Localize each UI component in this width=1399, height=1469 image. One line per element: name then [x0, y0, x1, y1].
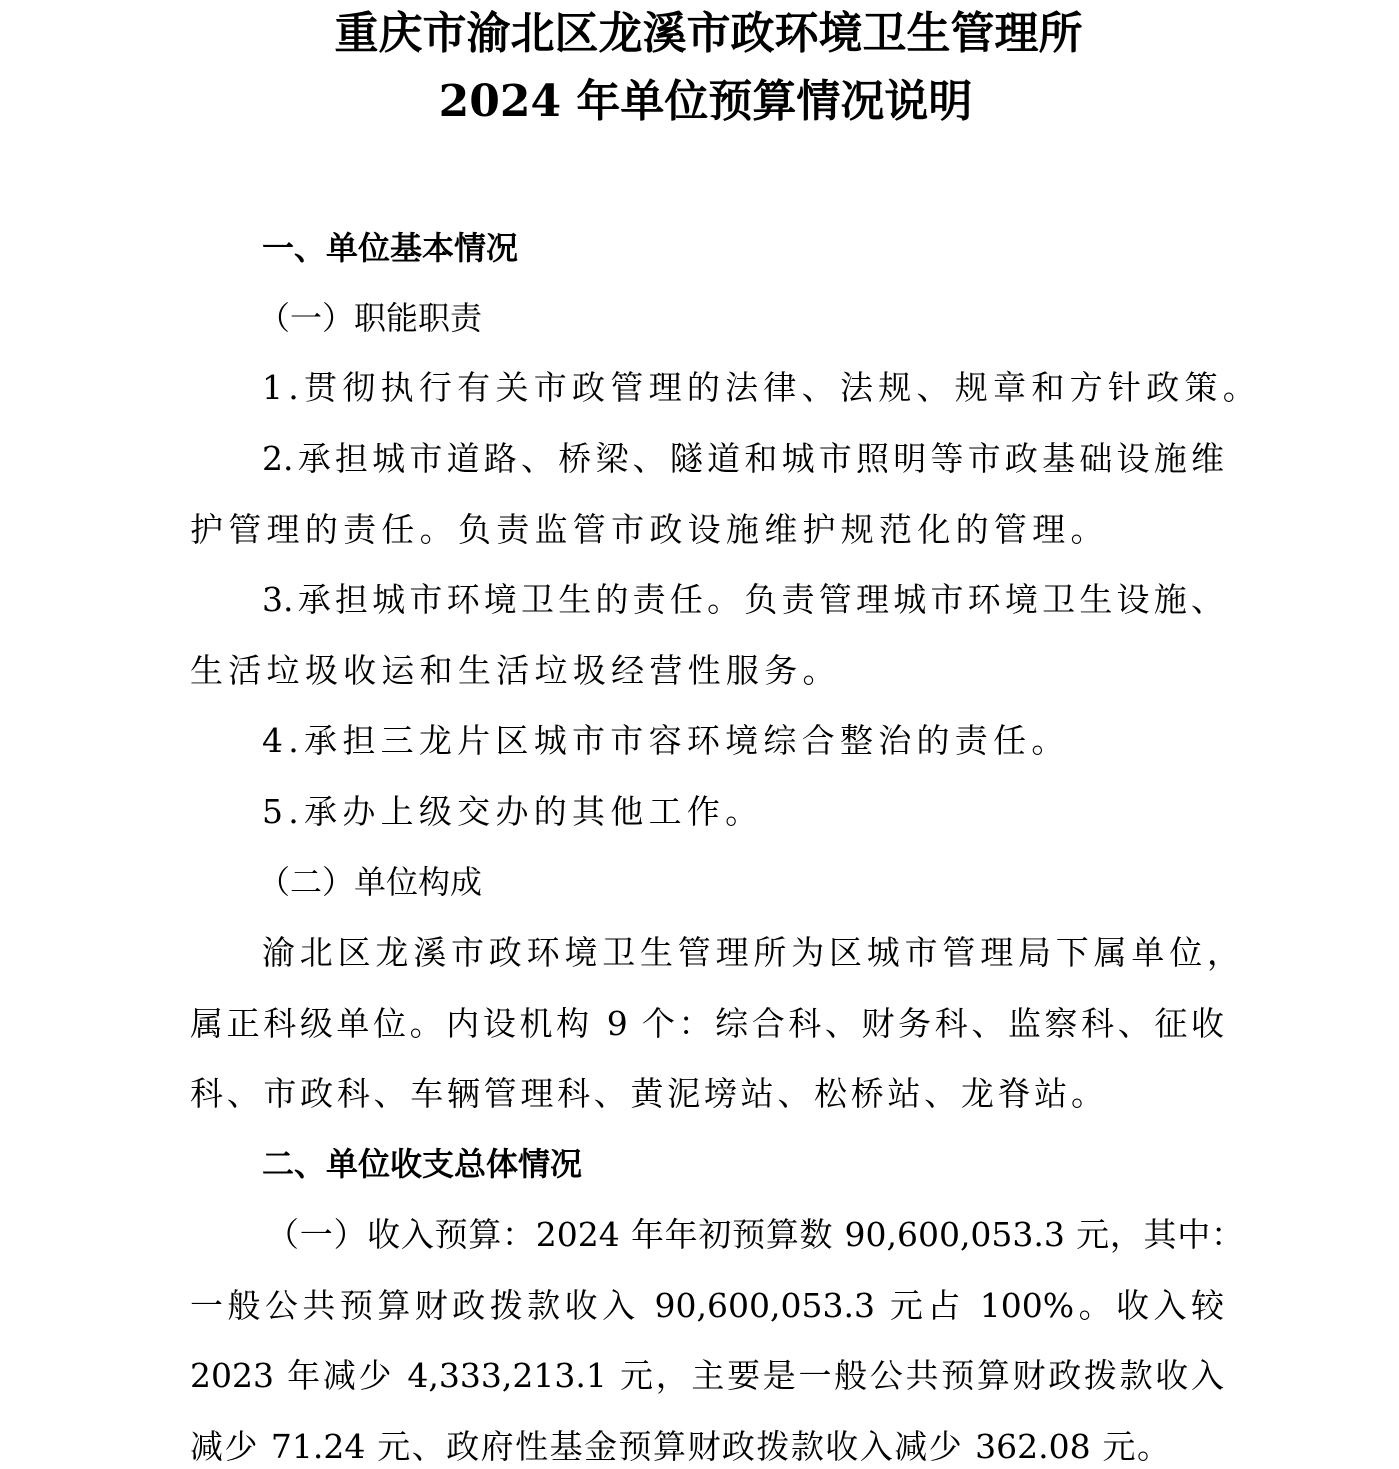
paragraph-line: 2023 年减少 4,333,213.1 元，主要是一般公共预算财政拨款收入 [190, 1356, 1224, 1395]
section-heading-1: 一、单位基本情况 [262, 229, 519, 267]
paragraph-line: 生活垃圾收运和生活垃圾经营性服务。 [190, 651, 841, 690]
section-heading-2: 二、单位收支总体情况 [262, 1145, 583, 1183]
paragraph-line: 1.贯彻执行有关市政管理的法律、法规、规章和方针政策。 [262, 368, 1262, 407]
document-title-line-2: 2024 年单位预算情况说明 [438, 76, 973, 127]
paragraph-line: 5.承办上级交办的其他工作。 [262, 792, 764, 831]
paragraph-line: 科、市政科、车辆管理科、黄泥塝站、松桥站、龙脊站。 [190, 1074, 1104, 1113]
paragraph-line: 2.承担城市道路、桥梁、隧道和城市照明等市政基础设施维 [262, 439, 1224, 478]
document-title-line-1: 重庆市渝北区龙溪市政环境卫生管理所 [334, 8, 1083, 59]
paragraph-line: 护管理的责任。负责监管市政设施维护规范化的管理。 [190, 510, 1109, 549]
paragraph-line: 减少 71.24 元、政府性基金预算财政拨款收入减少 362.08 元。 [190, 1427, 1170, 1466]
paragraph-line: 3.承担城市环境卫生的责任。负责管理城市环境卫生设施、 [262, 580, 1224, 619]
paragraph-line: 渝北区龙溪市政环境卫生管理所为区城市管理局下属单位， [262, 933, 1240, 972]
paragraph-line: 4.承担三龙片区城市市容环境综合整治的责任。 [262, 721, 1070, 760]
subsection-heading-structure: （二）单位构成 [258, 863, 483, 901]
paragraph-line: （一）收入预算：2024 年年初预算数 90,600,053.3 元，其中： [266, 1215, 1244, 1254]
paragraph-line: 一般公共预算财政拨款收入 90,600,053.3 元占 100%。收入较 [190, 1286, 1224, 1325]
paragraph-line: 属正科级单位。内设机构 9 个：综合科、财务科、监察科、征收 [190, 1004, 1224, 1043]
subsection-heading-duties: （一）职能职责 [258, 299, 483, 337]
